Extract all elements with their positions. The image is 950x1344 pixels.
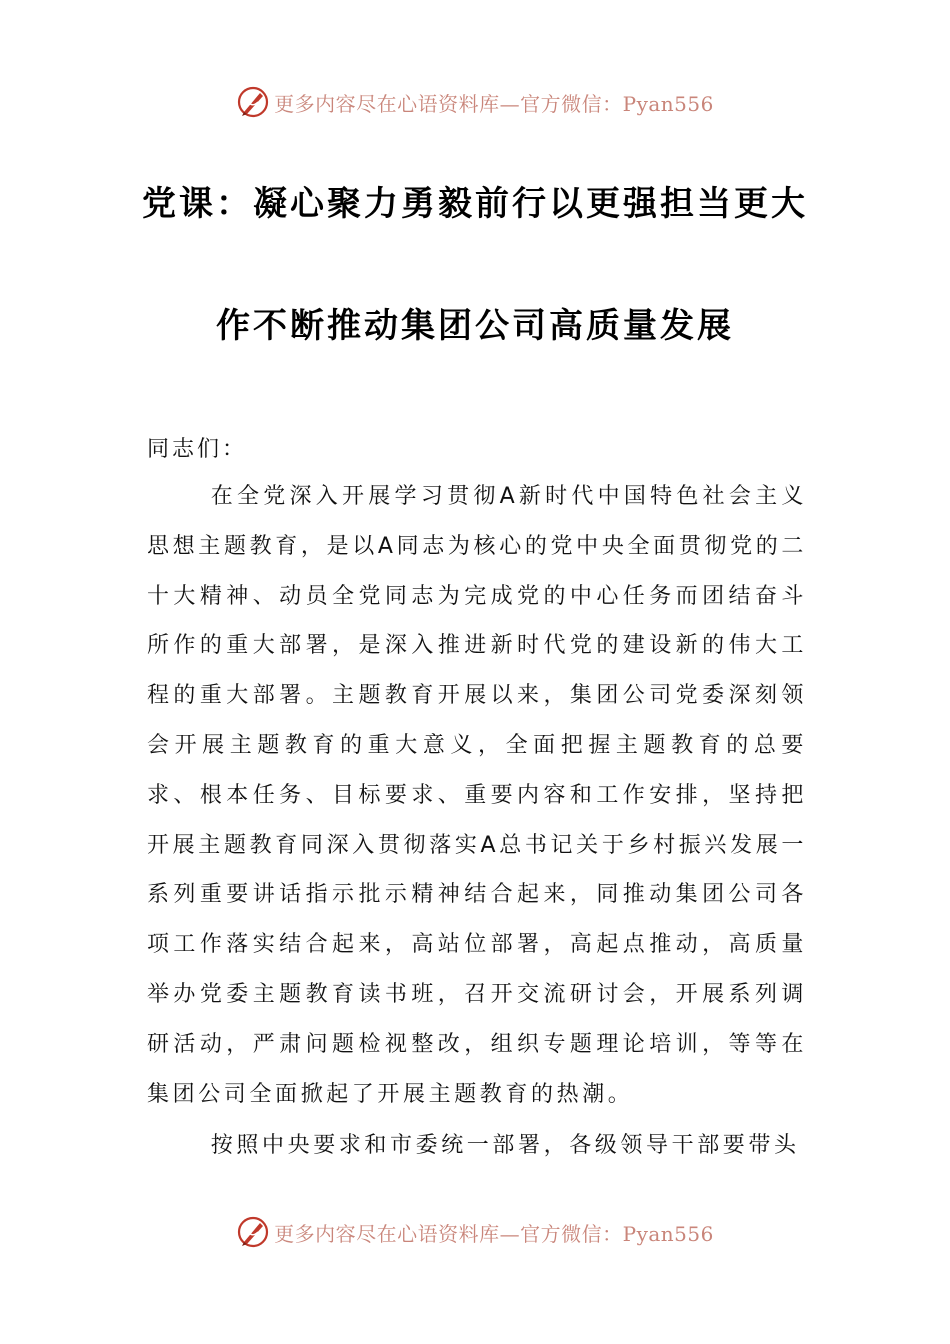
salutation: 同志们： <box>147 437 248 462</box>
watermark-text: 更多内容尽在心语资料库—官方微信：Pyan556 <box>274 91 714 116</box>
body-paragraph-1: 在全党深入开展学习贯彻A新时代中国特色社会主义思想主题教育，是以A同志为核心的党中央全面贯彻党的二十大精神、动员全党同志为完成党的中心任务而团结奋斗所作的重大部署，是深入推进新时代党的建设新的伟大工程的重大部署。主题教育开展以来，集团公司党委深刻领会开展主题教育的重大意义，全面把握主题教育的总要求、根本任务、目标要求、重要内容和工作安排，坚持把开展主题教育同深入贯彻落实A总书记关于乡村振兴发展一系列重要讲话指示批示精神结合起来，同推动集团公司各项工作落实结合起来，高站位部署，高起点推动，高质量举办党委主题教育读书班，召开交流研讨会，开展系列调研活动，严肃问题检视整改，组织专题理论培训，等等在集团公司全面掀起了开展主题教育的热潮。 <box>147 484 807 1107</box>
document-title-line2: 作不断推动集团公司高质量发展 <box>216 306 734 346</box>
pen-logo-icon <box>236 85 270 119</box>
pen-logo-icon <box>236 1215 270 1249</box>
watermark-text: 更多内容尽在心语资料库—官方微信：Pyan556 <box>274 1221 714 1246</box>
body-paragraph-2: 按照中央要求和市委统一部署，各级领导干部要带头 <box>210 1133 800 1158</box>
watermark-footer <box>0 1212 950 1252</box>
document-title-line1: 党课：凝心聚力勇毅前行以更强担当更大 <box>142 184 808 224</box>
watermark-header <box>0 82 950 122</box>
